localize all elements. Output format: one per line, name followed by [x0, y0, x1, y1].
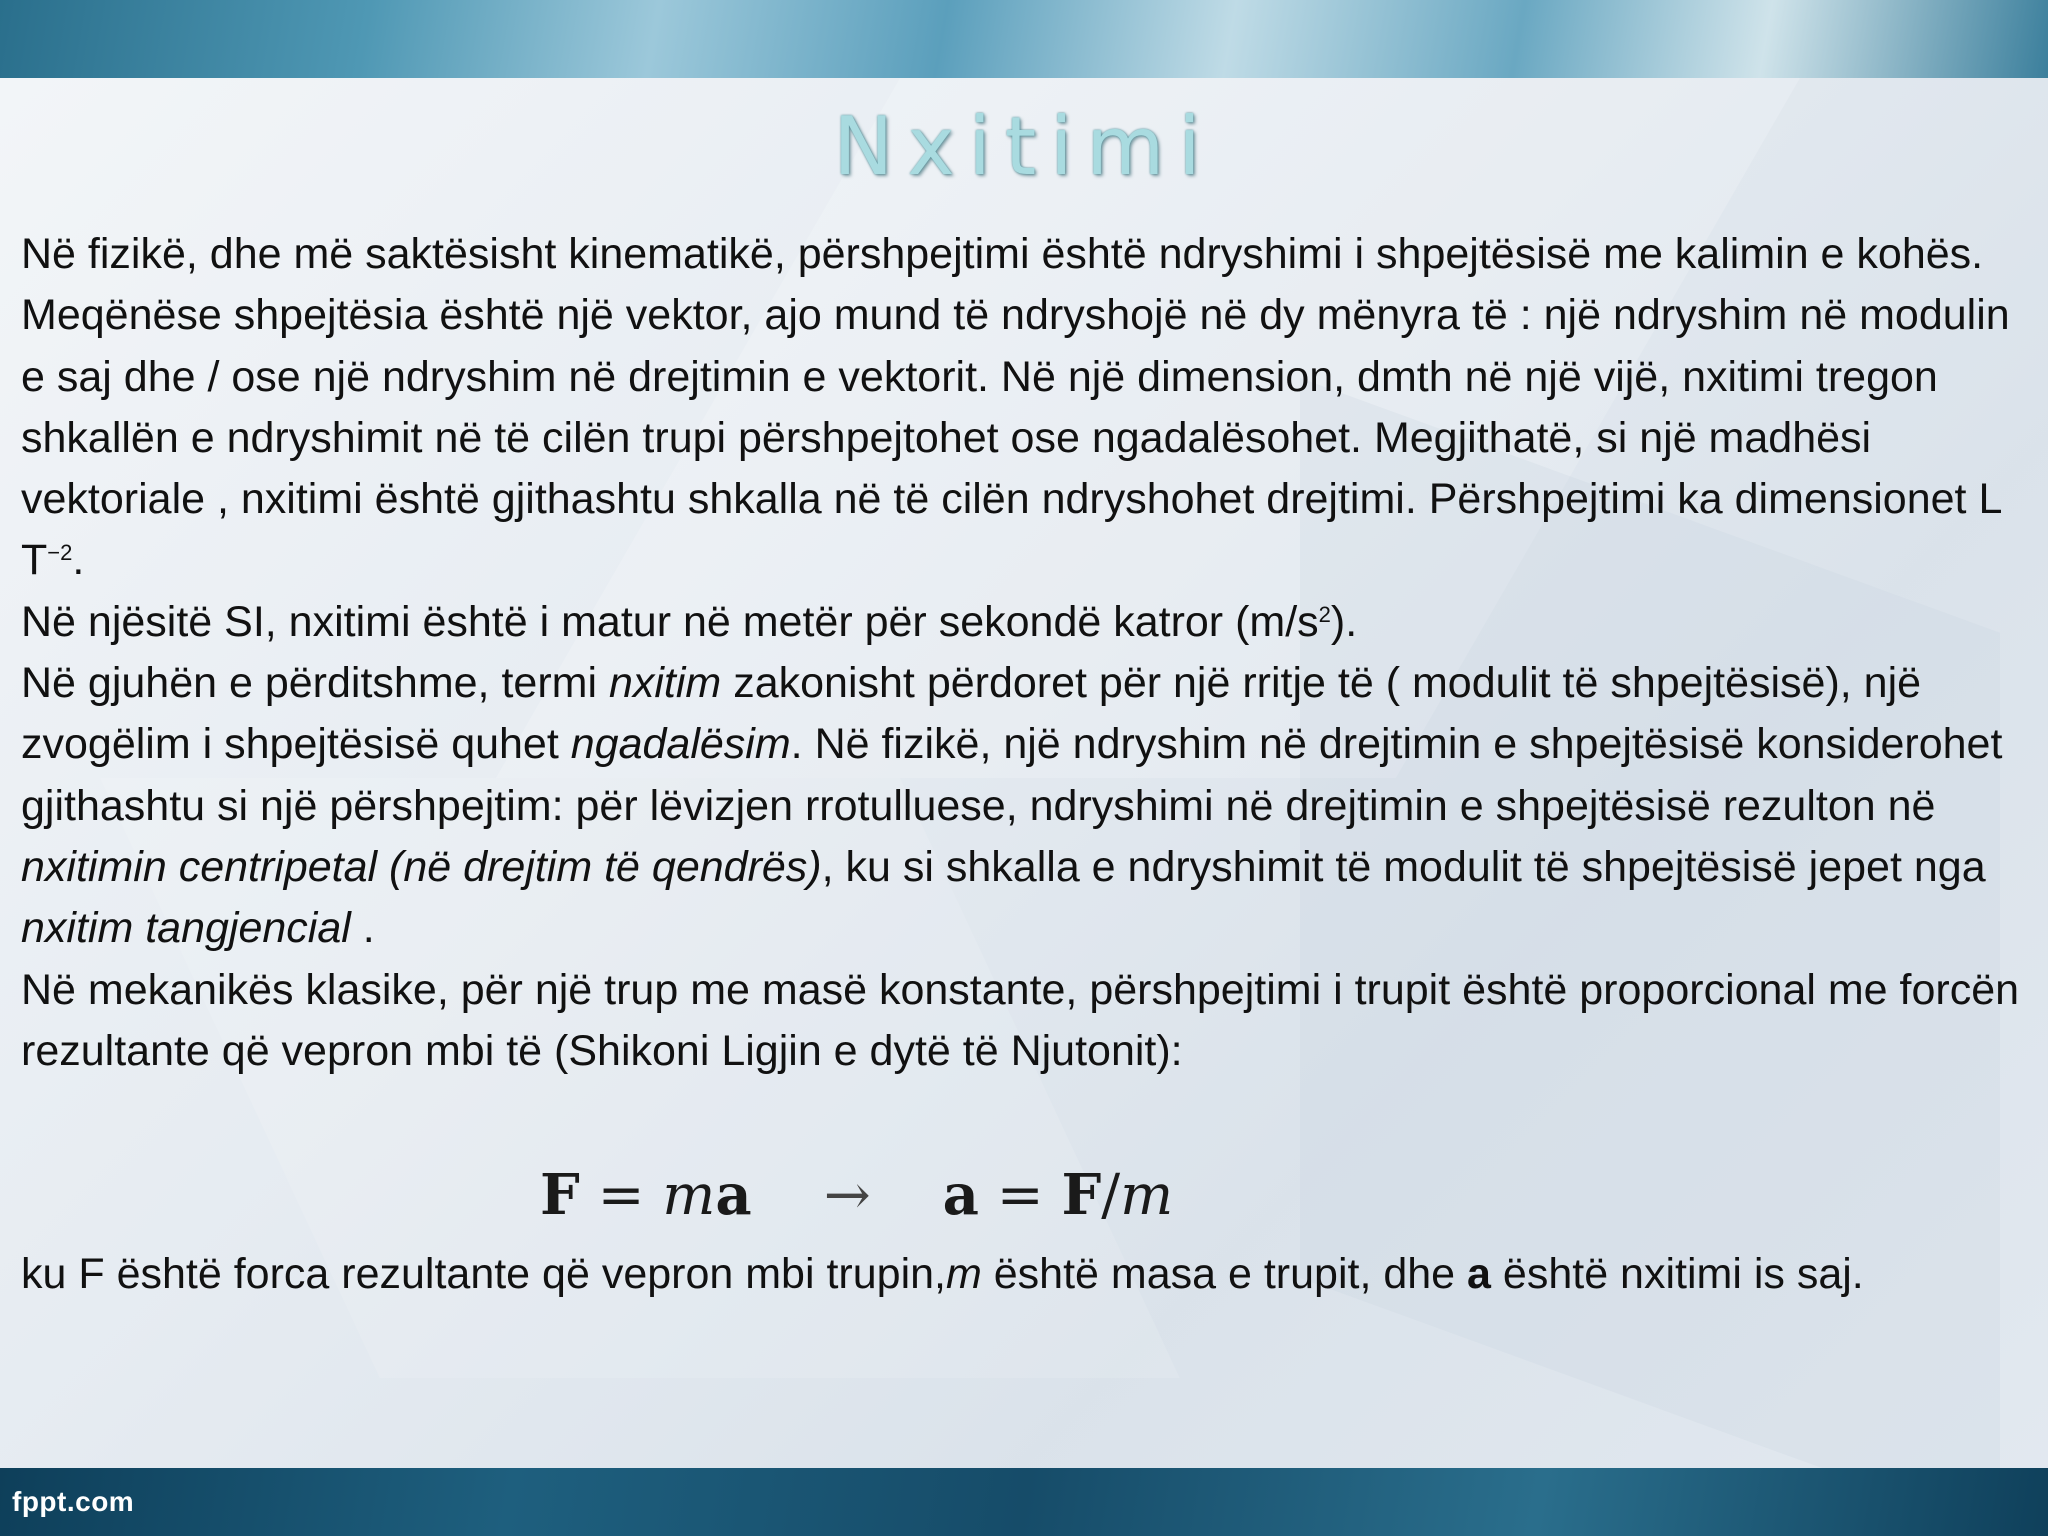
italic-term: nxitim: [608, 659, 722, 708]
italic-term: m: [945, 1250, 982, 1298]
formula-symbol: a: [715, 1162, 752, 1228]
paragraph-text: është masa e trupit, dhe: [981, 1250, 1468, 1298]
footer-brand: fppt.com: [12, 1486, 135, 1517]
paragraph-text: Në gjuhën e përditshme, termi: [21, 659, 609, 708]
italic-term: nxitim tangjencial: [21, 904, 351, 953]
formula-operator: =: [978, 1163, 1062, 1228]
formula-operator: /: [1101, 1163, 1121, 1228]
formula-operator: =: [579, 1163, 663, 1228]
slide-body: [21, 224, 2031, 1082]
footer-band: [0, 1468, 2048, 1536]
header-band: [0, 0, 2048, 78]
paragraph-text: .: [72, 536, 85, 585]
paragraph-text: . Në fizikë, një ndryshim në drejtimin e shpejtësisë konsiderohet gjithashtu si një përshpejtim: për lëvizjen rrotulluese, ndryshimi në drejtimin e shpejtësisë rezulton në: [21, 720, 2003, 830]
paragraph-text: .: [350, 904, 375, 953]
paragraph-text: ).: [1330, 597, 1358, 646]
italic-term: nxitimin centripetal (në drejtim të qendrës): [21, 842, 822, 891]
formula-symbol: m: [662, 1163, 716, 1228]
paragraph-classical-mechanics: Në mekanikës klasike, për një trup me masë konstante, përshpejtimi i trupit është proporcional me forcën rezultante që vepron mbi të (Shikoni Ligjin e dytë të Njutonit):: [21, 965, 2020, 1075]
right-arrow-icon: →: [823, 1163, 871, 1228]
paragraph-text: Në fizikë, dhe më saktësisht kinematikë, përshpejtimi është ndryshimi i shpejtësisë me kalimin e kohës. Meqënëse shpejtësia është një vektor, ajo mund të ndryshojë në dy mënyra të : një ndryshim në modulin e saj dhe / ose një ndryshim në drejtimin e vektorit. Në një dimension, dmth në një vijë, nxitimi tregon shkallën e ndryshimit në të cilën trupi përshpejtohet ose ngadalësohet. Megjithatë, si një madhësi vektoriale , nxitimi është gjithashtu shkalla në të cilën ndryshohet drejtimi. Përshpejtimi ka dimensionet L T: [21, 230, 2010, 585]
formula-symbol: F: [1061, 1162, 1102, 1228]
formula-symbol: m: [1120, 1163, 1174, 1228]
paragraph-formula-explanation: [21, 1244, 2031, 1305]
paragraph-text: , ku si shkalla e ndryshimit të modulit të shpejtësisë jepet nga: [821, 842, 1986, 891]
slide-body-tail: [21, 1244, 2031, 1305]
superscript: 2: [1318, 601, 1331, 627]
superscript: −2: [47, 540, 73, 566]
paragraph-text: Në njësitë SI, nxitimi është i matur në metër për sekondë katror (m/s: [21, 597, 1319, 646]
paragraph-text: ku F është forca rezultante që vepron mbi trupin,: [21, 1250, 946, 1298]
italic-term: ngadalësim: [570, 720, 791, 769]
paragraph-si-units: [21, 592, 2031, 653]
formula-symbol: a: [942, 1162, 979, 1228]
formula-expression: [540, 1162, 1173, 1228]
formula-symbol: F: [540, 1162, 580, 1228]
paragraph-definition: [21, 224, 2031, 592]
paragraph-everyday-language: [21, 653, 2031, 959]
bold-term: a: [1467, 1250, 1491, 1298]
paragraph-text: zakonisht përdoret për një rritje të ( modulit të shpejtësisë), një zvogëlim i shpejtësisë quhet: [21, 659, 1922, 769]
slide-title: Nxitimi: [833, 100, 1215, 193]
paragraph-text: është nxitimi is saj.: [1490, 1250, 1864, 1298]
newton-formula: [0, 1162, 2048, 1238]
